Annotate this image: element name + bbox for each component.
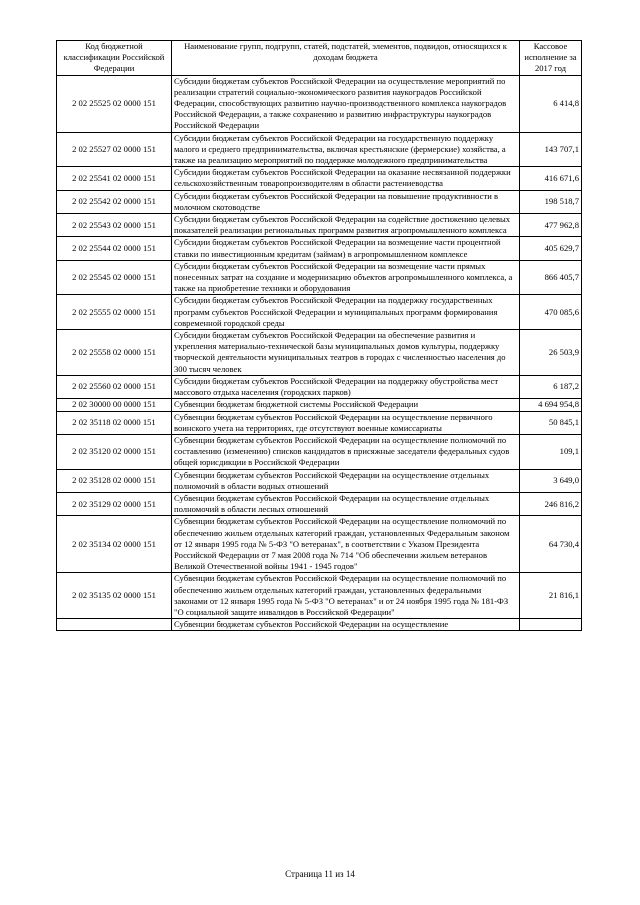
table-body: [57, 75, 582, 631]
row-name: Субвенции бюджетам субъектов Российской Федерации на осуществление первичного воинского учета на территориях, где отсутствуют военные комиссариаты: [172, 411, 520, 434]
row-name: Субсидии бюджетам субъектов Российской Федерации на повышение продуктивности в молочном скотоводстве: [172, 190, 520, 213]
table-row: [57, 214, 582, 237]
table-row: [57, 469, 582, 492]
row-amount: 416 671,6: [520, 167, 582, 190]
row-name: Субвенции бюджетам субъектов Российской Федерации на осуществление отдельных полномочий в области водных отношений: [172, 469, 520, 492]
row-amount: [520, 619, 582, 631]
row-code: [57, 619, 172, 631]
row-name: Субвенции бюджетам субъектов Российской Федерации на осуществление отдельных полномочий в области лесных отношений: [172, 492, 520, 515]
table-row: [57, 619, 582, 631]
row-code: 2 02 25541 02 0000 151: [57, 167, 172, 190]
table-row: [57, 399, 582, 411]
table-row: [57, 411, 582, 434]
row-amount: 21 816,1: [520, 573, 582, 619]
row-code: 2 02 25543 02 0000 151: [57, 214, 172, 237]
row-code: 2 02 35135 02 0000 151: [57, 573, 172, 619]
row-amount: 50 845,1: [520, 411, 582, 434]
table-row: [57, 260, 582, 295]
header-amount: Кассовое исполнение за 2017 год: [520, 41, 582, 76]
row-amount: 6 187,2: [520, 375, 582, 398]
table-header-row: [57, 41, 582, 76]
row-name: Субсидии бюджетам субъектов Российской Федерации на содействие достижению целевых показателей реализации региональных программ развития агропромышленного комплекса: [172, 214, 520, 237]
row-amount: 109,1: [520, 434, 582, 469]
row-code: 2 02 35120 02 0000 151: [57, 434, 172, 469]
table-row: [57, 330, 582, 376]
row-amount: 26 503,9: [520, 330, 582, 376]
row-name: Субсидии бюджетам субъектов Российской Федерации на поддержку государственных программ субъектов Российской Федерации и муниципальных программ формирования современной городской среды: [172, 295, 520, 330]
row-name: Субсидии бюджетам субъектов Российской Федерации на возмещение части процентной ставки по инвестиционным кредитам (займам) в агропромышленном комплексе: [172, 237, 520, 260]
row-amount: 6 414,8: [520, 75, 582, 132]
row-amount: 143 707,1: [520, 132, 582, 167]
table-row: [57, 75, 582, 132]
row-amount: 405 629,7: [520, 237, 582, 260]
row-code: 2 02 35134 02 0000 151: [57, 516, 172, 573]
row-code: 2 02 35128 02 0000 151: [57, 469, 172, 492]
row-name: Субсидии бюджетам субъектов Российской Федерации на возмещение части прямых понесенных затрат на создание и модернизацию объектов агропромышленного комплекса, а также на приобретение техники и оборудования: [172, 260, 520, 295]
row-code: 2 02 25542 02 0000 151: [57, 190, 172, 213]
row-code: 2 02 25525 02 0000 151: [57, 75, 172, 132]
header-code: Код бюджетной классификации Российской Федерации: [57, 41, 172, 76]
row-code: 2 02 25560 02 0000 151: [57, 375, 172, 398]
row-name: Субвенции бюджетам субъектов Российской Федерации на осуществление полномочий по обеспечению жильем отдельных категорий граждан, установленных Федеральным законом от 12 января 1995 года № 5-ФЗ "О ветеранах", в соответствии с Указом Президента Российской Федерации от 7 мая 2008 года № 714 "Об обеспечении жильем ветеранов Великой Отечественной войны 1941 - 1945 годов": [172, 516, 520, 573]
row-name: Субвенции бюджетам субъектов Российской Федерации на осуществление полномочий по составлению (изменению) списков кандидатов в присяжные заседатели федеральных судов общей юрисдикции в Российской Федерации: [172, 434, 520, 469]
row-code: 2 02 35118 02 0000 151: [57, 411, 172, 434]
row-name: Субсидии бюджетам субъектов Российской Федерации на государственную поддержку малого и среднего предпринимательства, включая крестьянские (фермерские) хозяйства, а также на реализацию мероприятий по поддержке молодежного предпринимательства: [172, 132, 520, 167]
table-row: [57, 375, 582, 398]
row-code: 2 02 25545 02 0000 151: [57, 260, 172, 295]
row-amount: 477 962,8: [520, 214, 582, 237]
row-name: Субвенции бюджетам субъектов Российской Федерации на осуществление: [172, 619, 520, 631]
revenue-table: [56, 40, 582, 631]
table-row: [57, 237, 582, 260]
table-row: [57, 295, 582, 330]
table-row: [57, 573, 582, 619]
row-amount: 246 816,2: [520, 492, 582, 515]
row-amount: 4 694 954,8: [520, 399, 582, 411]
table-row: [57, 516, 582, 573]
row-code: 2 02 25527 02 0000 151: [57, 132, 172, 167]
table-row: [57, 132, 582, 167]
row-name: Субвенции бюджетам бюджетной системы Российской Федерации: [172, 399, 520, 411]
row-amount: 866 405,7: [520, 260, 582, 295]
row-code: 2 02 35129 02 0000 151: [57, 492, 172, 515]
row-name: Субсидии бюджетам субъектов Российской Федерации на осуществление мероприятий по реализации стратегий социально-экономического развития наукоградов Российской Федерации, способствующих развитию научно-производственного комплекса наукоградов Российской Федерации, а также сохранению и развитию инфраструктуры наукоградов Российской Федерации: [172, 75, 520, 132]
row-name: Субсидии бюджетам субъектов Российской Федерации на обеспечение развития и укрепления материально-технической базы муниципальных домов культуры, поддержку творческой деятельности муниципальных театров в городах с численностью населения до 300 тысяч человек: [172, 330, 520, 376]
header-name: Наименование групп, подгрупп, статей, подстатей, элементов, подвидов, относящихся к доходам бюджета: [172, 41, 520, 76]
row-amount: 470 085,6: [520, 295, 582, 330]
row-code: 2 02 25544 02 0000 151: [57, 237, 172, 260]
table-row: [57, 190, 582, 213]
table-row: [57, 434, 582, 469]
table-row: [57, 492, 582, 515]
row-amount: 3 649,0: [520, 469, 582, 492]
row-name: Субвенции бюджетам субъектов Российской Федерации на осуществление полномочий по обеспечению жильем отдельных категорий граждан, установленных федеральными законами от 12 января 1995 года № 5-ФЗ "О ветеранах" и от 24 ноября 1995 года № 181-ФЗ "О социальной защите инвалидов в Российской Федерации": [172, 573, 520, 619]
row-name: Субсидии бюджетам субъектов Российской Федерации на поддержку обустройства мест массового отдыха населения (городских парков): [172, 375, 520, 398]
row-amount: 198 518,7: [520, 190, 582, 213]
row-code: 2 02 25555 02 0000 151: [57, 295, 172, 330]
table-row: [57, 167, 582, 190]
row-code: 2 02 30000 00 0000 151: [57, 399, 172, 411]
page-number: Страница 11 из 14: [285, 869, 355, 879]
row-amount: 64 730,4: [520, 516, 582, 573]
row-name: Субсидии бюджетам субъектов Российской Федерации на оказание несвязанной поддержки сельскохозяйственным товаропроизводителям в области растениеводства: [172, 167, 520, 190]
row-code: 2 02 25558 02 0000 151: [57, 330, 172, 376]
